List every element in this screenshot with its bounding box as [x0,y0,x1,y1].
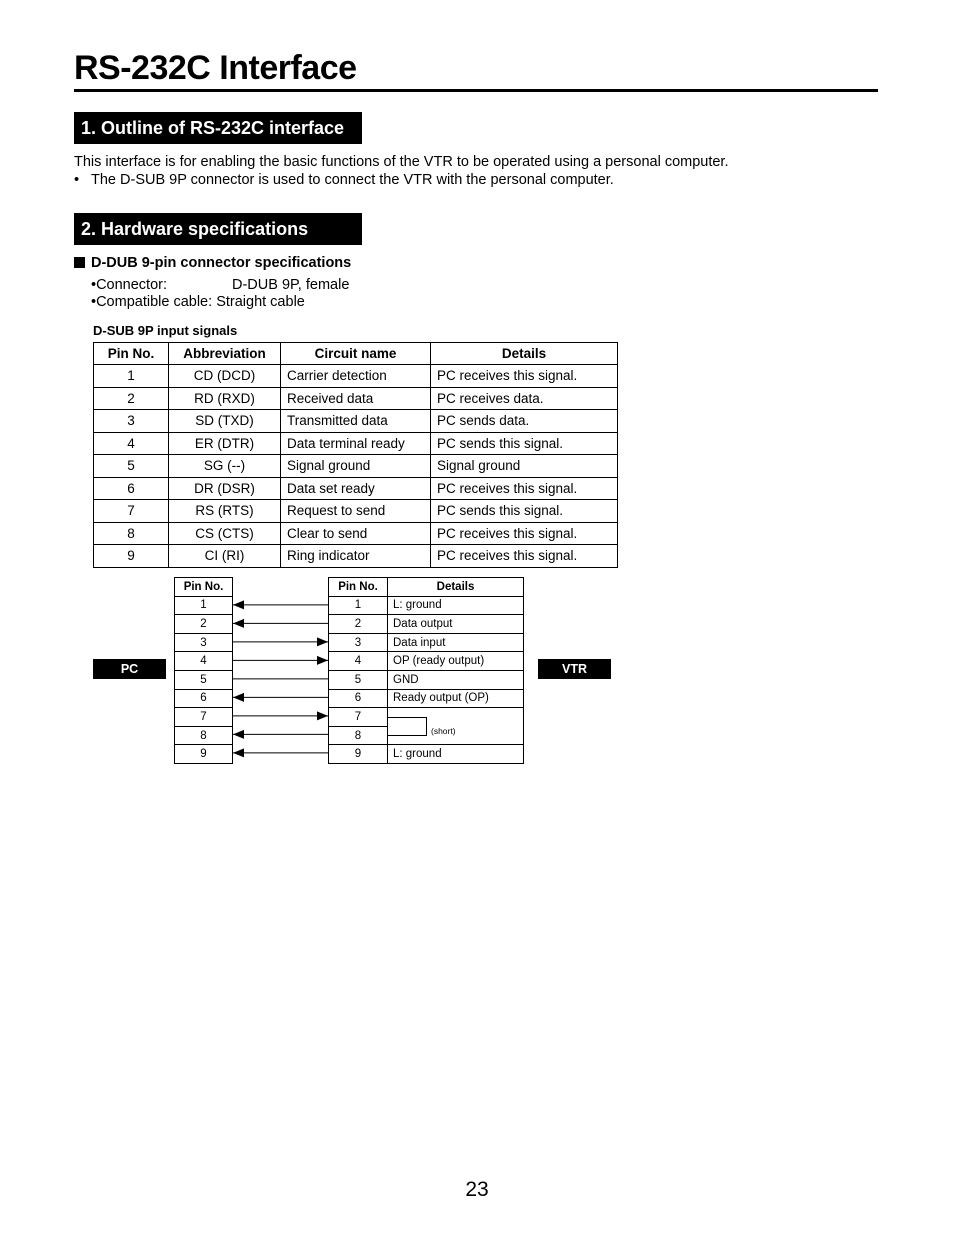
arrow-left-icon [233,693,244,702]
details-cell: Signal ground [431,455,618,478]
abbreviation-cell: CD (DCD) [169,365,281,388]
vtr-detail-cell: Ready output (OP) [388,689,524,708]
connector-value: D-DUB 9P, female [232,277,350,293]
section1-bullet-text: The D-SUB 9P connector is used to connect the VTR with the personal computer. [91,172,614,188]
pc-pin-cell: 8 [175,726,233,745]
circuit-cell: Signal ground [281,455,431,478]
page-title: RS-232C Interface [74,49,357,87]
bullet-icon: • [91,294,97,310]
vtr-details-header: Details [388,578,524,597]
abbreviation-cell: RD (RXD) [169,387,281,410]
arrow-left-icon [233,748,244,757]
vtr-pin-cell: 1 [329,596,388,615]
pin-cell: 4 [94,432,169,455]
vtr-pin-cell: 8 [329,726,388,745]
arrow-right-icon [317,711,328,720]
vtr-pin-cell: 5 [329,670,388,689]
circuit-cell: Transmitted data [281,410,431,433]
details-cell: PC receives this signal. [431,545,618,568]
vtr-pin-cell: 6 [329,689,388,708]
pin-cell: 3 [94,410,169,433]
header-details: Details [431,343,618,365]
section2-heading: 2. Hardware specifications [74,213,362,245]
pc-pin-cell: 2 [175,615,233,634]
pin-cell: 2 [94,387,169,410]
bullet-icon: • [91,277,97,293]
abbreviation-cell: ER (DTR) [169,432,281,455]
arrow-right-icon [317,637,328,646]
vtr-pin-header: Pin No. [329,578,388,597]
vtr-detail-cell: L: ground [388,745,524,764]
vtr-pin-cell: 2 [329,615,388,634]
pc-pin-cell: 7 [175,708,233,727]
abbreviation-cell: DR (DSR) [169,477,281,500]
pc-pin-cell: 5 [175,670,233,689]
vtr-detail-cell: Data output [388,615,524,634]
vtr-detail-cell: GND [388,670,524,689]
pin-cell: 5 [94,455,169,478]
arrow-left-icon [233,600,244,609]
circuit-cell: Received data [281,387,431,410]
header-abbreviation: Abbreviation [169,343,281,365]
details-cell: PC receives data. [431,387,618,410]
bullet-icon: • [74,172,80,188]
pin-cell: 6 [94,477,169,500]
vtr-detail-cell: OP (ready output) [388,652,524,671]
page-number: 23 [465,1178,489,1201]
pc-pin-cell: 4 [175,652,233,671]
circuit-cell: Request to send [281,500,431,523]
connector-label: Connector: [96,277,168,293]
details-cell: PC receives this signal. [431,522,618,545]
header-circuit-name: Circuit name [281,343,431,365]
vtr-pin-cell: 7 [329,708,388,727]
short-label: (short) [431,726,456,737]
pc-pin-cell: 9 [175,745,233,764]
arrow-left-icon [233,730,244,739]
circuit-cell: Data terminal ready [281,432,431,455]
pc-pin-cell: 6 [175,689,233,708]
circuit-cell: Data set ready [281,477,431,500]
vtr-pin-cell: 9 [329,745,388,764]
section1-text: This interface is for enabling the basic functions of the VTR to be operated using a personal computer. [74,154,729,170]
vtr-pin-cell: 4 [329,652,388,671]
arrow-left-icon [233,619,244,628]
vtr-detail-cell: Data input [388,633,524,652]
pc-label: PC [93,659,166,679]
pc-pin-header: Pin No. [175,578,233,597]
header-pin-no: Pin No. [94,343,169,365]
details-cell: PC receives this signal. [431,477,618,500]
subheading-text: D-DUB 9-pin connector specifications [91,255,352,271]
abbreviation-cell: CS (CTS) [169,522,281,545]
section1-heading: 1. Outline of RS-232C interface [74,112,362,144]
pin-cell: 1 [94,365,169,388]
cable-value: Straight cable [216,294,305,310]
arrow-right-icon [317,656,328,665]
vtr-detail-cell: L: ground [388,596,524,615]
details-cell: PC receives this signal. [431,365,618,388]
abbreviation-cell: RS (RTS) [169,500,281,523]
pin-cell: 8 [94,522,169,545]
cable-label: Compatible cable: [96,294,213,310]
abbreviation-cell: SG (--) [169,455,281,478]
details-cell: PC sends this signal. [431,500,618,523]
abbreviation-cell: CI (RI) [169,545,281,568]
abbreviation-cell: SD (TXD) [169,410,281,433]
details-cell: PC sends data. [431,410,618,433]
table-title: D-SUB 9P input signals [93,323,238,338]
vtr-pin-cell: 3 [329,633,388,652]
circuit-cell: Carrier detection [281,365,431,388]
circuit-cell: Clear to send [281,522,431,545]
pin-cell: 9 [94,545,169,568]
pin-cell: 7 [94,500,169,523]
pc-pin-cell: 1 [175,596,233,615]
pc-pin-cell: 3 [175,633,233,652]
vtr-label: VTR [538,659,611,679]
circuit-cell: Ring indicator [281,545,431,568]
details-cell: PC sends this signal. [431,432,618,455]
